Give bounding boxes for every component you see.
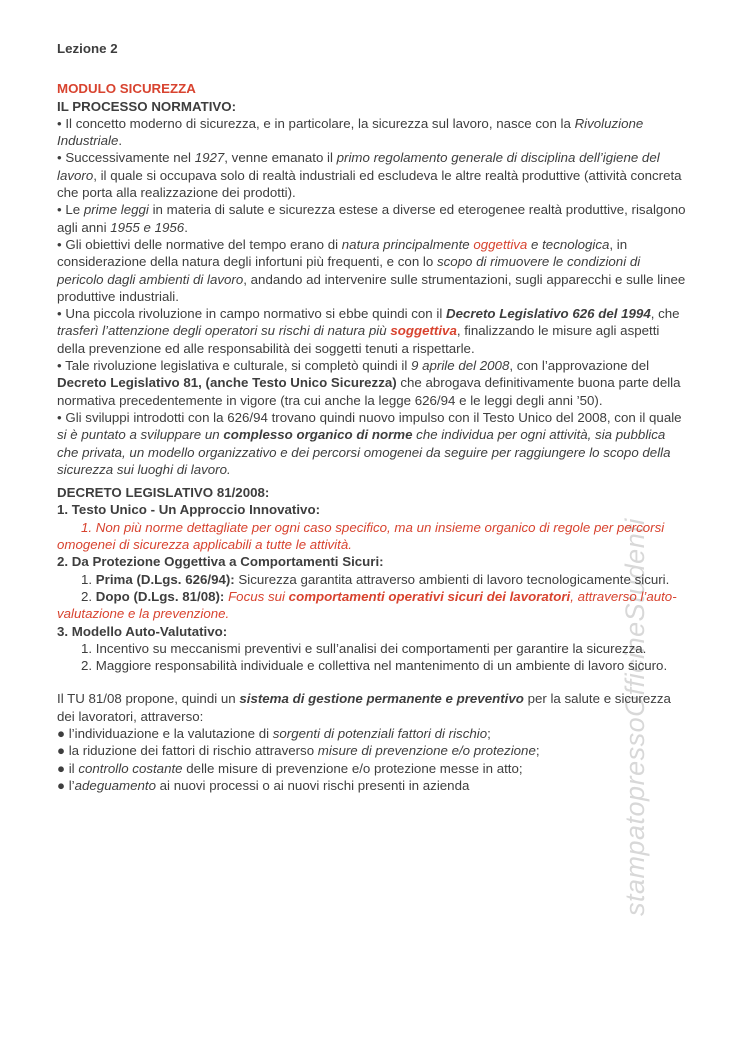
lesson-title: Lezione 2 [57,41,118,56]
list-item: 1. Testo Unico - Un Approccio Innovativo: [57,502,320,518]
list-subitem: 2. Maggiore responsabilità individuale e collettiva nel mantenimento di un ambiente di lavoro sicuro. [81,658,668,674]
bullet-item: ● l’adeguamento ai nuovi processi o ai nuovi rischi presenti in azienda [57,777,470,793]
bullet-paragraph: • Le prime leggi in materia di salute e sicurezza estese a diverse ed eterogenee realtà produttive, risalgono agli anni 1955 e 1956. [57,202,686,235]
list-subitem: 2. Dopo (D.Lgs. 81/08): Focus sui comportamenti operativi sicuri dei lavoratori, attraverso l’auto-valutazione e la prevenzione. [57,588,677,622]
print-watermark: stampatopressoOfficineStudenti [620,518,650,916]
tu-81-08-intro: Il TU 81/08 propone, quindi un sistema di gestione permanente e preventivo per la salute e sicurezza dei lavoratori, attraverso: [57,691,671,724]
section-heading-processo-normativo: IL PROCESSO NORMATIVO: [57,98,237,114]
list-item: 3. Modello Auto-Valutativo: [57,623,228,639]
module-title: MODULO SICUREZZA [57,81,196,97]
bullet-item: ● la riduzione dei fattori di rischio attraverso misure di prevenzione e/o protezione; [57,743,540,759]
bullet-item: ● il controllo costante delle misure di prevenzione e/o protezione messe in atto; [57,760,523,776]
section-heading-decreto-81-2008: DECRETO LEGISLATIVO 81/2008: [57,485,270,501]
list-subitem: 1. Incentivo su meccanismi preventivi e sull’analisi dei comportamenti per garantire la sicurezza. [81,640,647,656]
bullet-paragraph: • Il concetto moderno di sicurezza, e in particolare, la sicurezza sul lavoro, nasce con la Rivoluzione Industriale. [57,115,644,149]
list-item: 2. Da Protezione Oggettiva a Comportamenti Sicuri: [57,554,384,570]
tu-81-08-bullets [57,725,690,794]
document-content [57,40,690,794]
bullet-paragraph: • Successivamente nel 1927, venne emanato il primo regolamento generale di disciplina dell’igiene del lavoro, il quale si occupava solo di realtà industriali ed escludeva le altre realtà produttive (attività concreta che porta alla realizzazione dei prodotti). [57,150,682,201]
list-subitem: 1. Non più norme dettagliate per ogni caso specifico, ma un insieme organico di regole per percorsi omogenei di sicurezza applicabili a tutte le attività. [57,519,665,553]
bullet-item: ● l’individuazione e la valutazione di sorgenti di potenziali fattori di rischio; [57,725,491,741]
list-subitem: 1. Prima (D.Lgs. 626/94): Sicurezza garantita attraverso ambienti di lavoro tecnologicamente sicuri. [81,571,670,587]
bullet-paragraph: • Una piccola rivoluzione in campo normativo si ebbe quindi con il Decreto Legislativo 626 del 1994, che trasferì l’attenzione degli operatori su rischi di natura più soggettiva, finalizzando le misure agli aspetti della prevenzione ed alle responsabilità dei soggetti tenuti a rispettarle. [57,306,680,356]
bullet-paragraph: • Gli sviluppi introdotti con la 626/94 trovano quindi nuovo impulso con il Testo Unico del 2008, con il quale si è puntato a sviluppare un complesso organico di norme che individua per ogni attività, sia pubblica che privata, un modello organizzativo e dei percorsi omogenei da seguire per raggiungere lo scopo della sicurezza sui luoghi di lavoro. [57,409,682,477]
bullet-paragraph: • Gli obiettivi delle normative del tempo erano di natura principalmente oggettiva e tecnologica, in considerazione della natura degli infortuni più frequenti, e con lo scopo di rimuovere le condizioni di pericolo dagli ambienti di lavoro, andando ad intervenire sulle strumentazioni, sugli apparecchi e sulle linee produttive industriali. [57,236,686,304]
normative-process-paragraphs [57,115,690,478]
bullet-paragraph: • Tale rivoluzione legislativa e culturale, si completò quindi il 9 aprile del 2008, con l’approvazione del Decreto Legislativo 81, (anche Testo Unico Sicurezza) che abrogava definitivamente buona parte della normativa precedentemente in vigore (tra cui anche la legge 626/94 e le leggi degli anni ’50). [57,358,681,408]
decreto-list [57,501,690,674]
